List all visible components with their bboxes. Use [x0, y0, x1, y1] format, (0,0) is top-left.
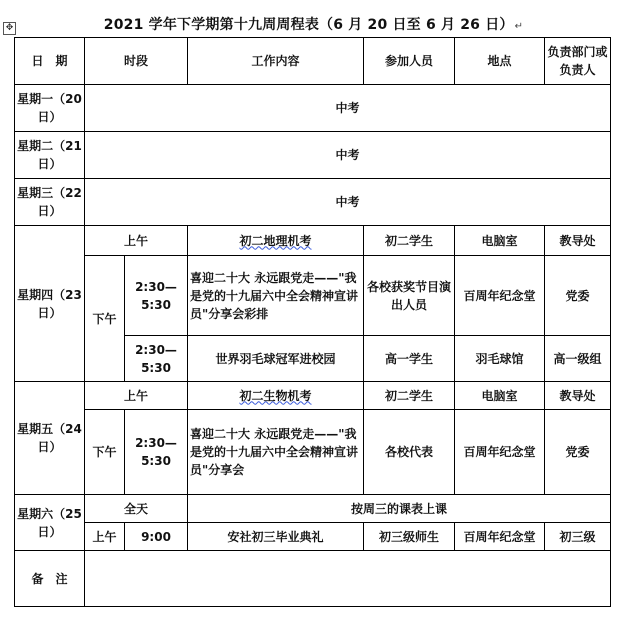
day-content-tue: 中考 — [85, 132, 611, 179]
time-fri-pm1: 2:30—5:30 — [125, 410, 188, 495]
header-period: 时段 — [85, 38, 188, 85]
header-row — [15, 38, 611, 85]
notes-label: 备 注 — [15, 551, 85, 607]
header-participants: 参加人员 — [364, 38, 455, 85]
table-row — [15, 382, 611, 410]
owner-fri-pm1: 党委 — [545, 410, 611, 495]
content-sat-allday: 按周三的课表上课 — [188, 495, 611, 523]
participants-thu-pm2: 高一学生 — [364, 336, 455, 382]
header-content: 工作内容 — [188, 38, 364, 85]
notes-row — [15, 551, 611, 607]
location-fri-am: 电脑室 — [455, 382, 545, 410]
owner-sat-am: 初三级 — [545, 523, 611, 551]
content-sat-am: 安社初三毕业典礼 — [188, 523, 364, 551]
location-thu-pm2: 羽毛球馆 — [455, 336, 545, 382]
table-row — [15, 226, 611, 256]
content-thu-pm2: 世界羽毛球冠军进校园 — [188, 336, 364, 382]
owner-thu-pm1: 党委 — [545, 256, 611, 336]
page-title: 2021 学年下学期第十九周周程表（6 月 20 日至 6 月 26 日）↵ — [103, 17, 524, 33]
table-row — [15, 256, 611, 336]
period-fri-pm: 下午 — [85, 410, 125, 495]
participants-fri-pm1: 各校代表 — [364, 410, 455, 495]
table-row — [15, 179, 611, 226]
participants-thu-am: 初二学生 — [364, 226, 455, 256]
table-row — [15, 410, 611, 495]
header-owner: 负责部门或负责人 — [545, 38, 611, 85]
header-date: 日 期 — [15, 38, 85, 85]
location-sat-am: 百周年纪念堂 — [455, 523, 545, 551]
owner-thu-am: 教导处 — [545, 226, 611, 256]
table-row — [15, 495, 611, 523]
day-label-thu: 星期四（23 日） — [15, 226, 85, 382]
participants-sat-am: 初三级师生 — [364, 523, 455, 551]
day-content-mon: 中考 — [85, 85, 611, 132]
content-fri-am: 初二生物机考 — [188, 382, 364, 410]
table-row — [15, 523, 611, 551]
time-thu-pm2: 2:30—5:30 — [125, 336, 188, 382]
period-thu-pm: 下午 — [85, 256, 125, 382]
participants-thu-pm1: 各校获奖节目演出人员 — [364, 256, 455, 336]
schedule-table — [14, 37, 611, 607]
time-sat-am: 9:00 — [125, 523, 188, 551]
period-sat-am: 上午 — [85, 523, 125, 551]
owner-thu-pm2: 高一级组 — [545, 336, 611, 382]
content-thu-am: 初二地理机考 — [188, 226, 364, 256]
location-thu-pm1: 百周年纪念堂 — [455, 256, 545, 336]
day-label-tue: 星期二（21 日） — [15, 132, 85, 179]
table-row — [15, 132, 611, 179]
header-location: 地点 — [455, 38, 545, 85]
content-thu-pm1: 喜迎二十大 永远跟党走——"我是党的十九届六中全会精神宣讲员"分享会彩排 — [188, 256, 364, 336]
day-content-wed: 中考 — [85, 179, 611, 226]
day-label-mon: 星期一（20 日） — [15, 85, 85, 132]
period-fri-am: 上午 — [85, 382, 188, 410]
content-fri-pm1: 喜迎二十大 永远跟党走——"我是党的十九届六中全会精神宣讲员"分享会 — [188, 410, 364, 495]
period-thu-am: 上午 — [85, 226, 188, 256]
table-row — [15, 85, 611, 132]
notes-value[interactable] — [85, 551, 611, 607]
day-label-fri: 星期五（24 日） — [15, 382, 85, 495]
participants-fri-am: 初二学生 — [364, 382, 455, 410]
location-fri-pm1: 百周年纪念堂 — [455, 410, 545, 495]
move-icon[interactable]: ✥ — [3, 22, 16, 35]
owner-fri-am: 教导处 — [545, 382, 611, 410]
day-label-wed: 星期三（22 日） — [15, 179, 85, 226]
time-thu-pm1: 2:30—5:30 — [125, 256, 188, 336]
period-sat-allday: 全天 — [85, 495, 188, 523]
location-thu-am: 电脑室 — [455, 226, 545, 256]
day-label-sat: 星期六（25 日） — [15, 495, 85, 551]
